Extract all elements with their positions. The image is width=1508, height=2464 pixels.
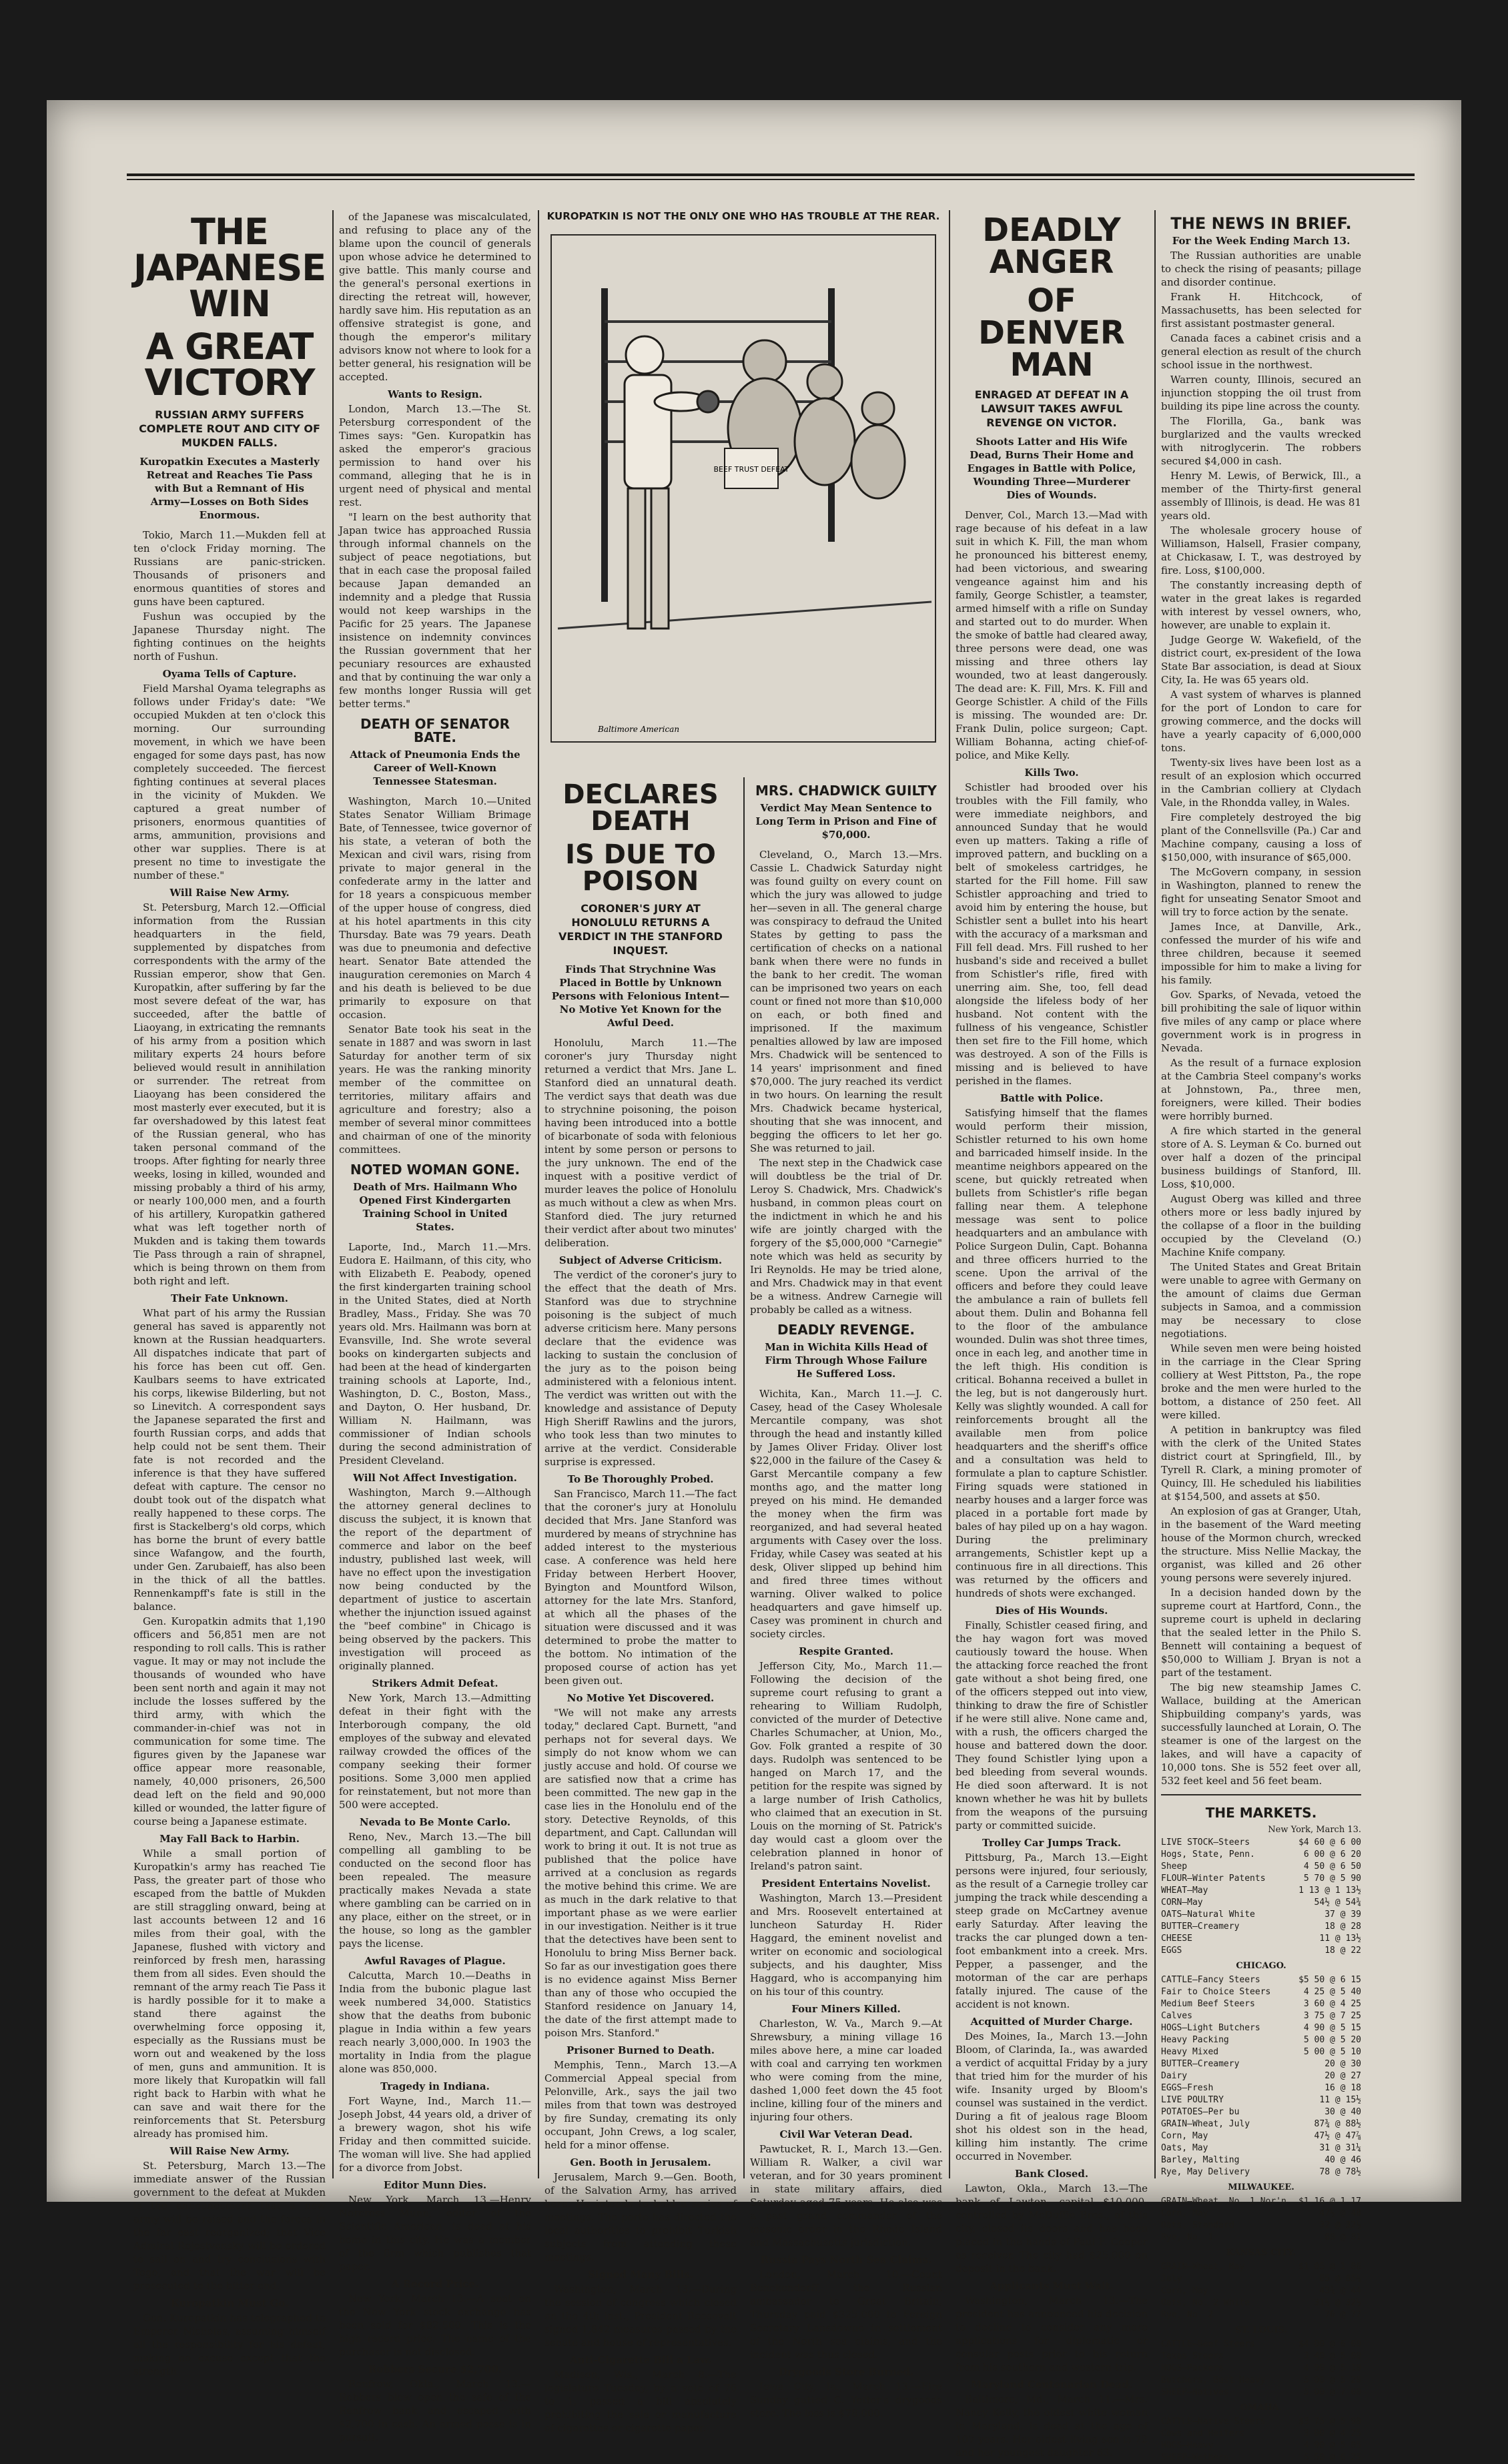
article-paragraph: New York, March 13.—Henry Norcross Munn, editor of the Scientific American, is dead at his home in this city. He was a member of the firm which publishes that paper.	[339, 2194, 531, 2273]
market-row	[1161, 2010, 1361, 2022]
brief-item: Fire completely destroyed the big plant of the Connellsville (Pa.) Car and Machine company, causing a loss of $150,000, with insurance of $65,000.	[1161, 811, 1361, 863]
market-commodity: Calves	[1161, 2011, 1192, 2021]
market-row	[1161, 2285, 1361, 2297]
subhead: Kuropatkin Must Go.	[170, 2297, 289, 2309]
subhead: President Entertains Novelist.	[761, 1878, 931, 1890]
subhead: Gen. Booth in Jerusalem.	[570, 2156, 711, 2168]
subhead: Respite Granted.	[799, 1645, 893, 1657]
market-row	[1161, 2273, 1361, 2285]
market-price: 87¾ @ 88½	[1314, 2119, 1361, 2129]
subhead: Robbers Secure $2,700.	[368, 2363, 502, 2375]
market-price: 54½ @ 54¾	[1314, 1898, 1361, 1908]
subhead: Battle with Police.	[1000, 1092, 1104, 1104]
headline-denver-man: OF DENVER MAN	[978, 282, 1125, 384]
market-price: $4 00 @ 6 00	[1298, 2339, 1361, 2349]
subhead: To Be Thoroughly Probed.	[567, 1473, 714, 1485]
market-commodity: Rye, No. 1	[1161, 2232, 1214, 2242]
subhead: Acquitted of Murder Charge.	[970, 2016, 1133, 2028]
subhead: Prisoner Burned to Death.	[566, 2044, 715, 2056]
market-price: 40 @ 46	[1325, 2155, 1361, 2165]
market-price: 20 @ 30	[1325, 2059, 1361, 2069]
market-commodity: SHEEP—Natives	[1161, 2387, 1229, 2397]
market-price: 4 90 @ 5 15	[1303, 2023, 1361, 2033]
market-commodity: HOGS—Light Butchers	[1161, 2023, 1260, 2033]
market-row	[1161, 2046, 1361, 2058]
article-paragraph: What part of his army the Russian general has saved is apparently not known at the Russian headquarters. All dispatches indicate that part of his force has been cut off. Gen. Kaulbars seems to have extricated his corps, likewise Bilderling, but not so Linevitch. A correspondent says the Japanese separated the first and fourth Russian corps, and adds that help could not be sent them. Their fate is not recorded and the inference is that they have suffered defeat with capture. The censor no doubt took out of the dispatch what really happened to these corps. The first is Stackelberg's old corps, which has borne the brunt of every battle since Wafangow, and the fourth, under Gen. Zarubaieff, has also been in the thick of all the battles. Rennenkampff's fate is still in the balance.	[133, 1307, 326, 1613]
market-city: MILWAUKEE.	[1228, 2182, 1294, 2192]
market-row	[1161, 2058, 1361, 2070]
article-paragraph: Honolulu, March 11.—The coroner's jury Thursday night returned a verdict that Mrs. Jane L. Stanford died an unnatural death. The verdict says that death was due to strychnine poisoning, the poison having been introduced into a bottle of bicarbonate of soda with felonious intent by some person or persons to the jury unknown. The end of the inquest with a positive verdict of murder leaves the police of Honolulu as much without a clew as when Mrs. Stanford died. The jury returned their verdict after about two minutes' deliberation.	[544, 1037, 737, 1249]
cartoon-illustration	[544, 228, 942, 749]
market-commodity: Oats, Standard	[1161, 2220, 1234, 2230]
article-paragraph: London, March 10.—Count Benckendorff, the Russian ambassador to Great Britain, Thursday paid $325,000 to Foreign Secretary Lansdowne in settlement of the North sea claims, and the incident was thus closed.	[750, 2269, 942, 2361]
market-row	[1161, 1885, 1361, 1897]
article-paragraph: Satisfying himself that the flames would perform their mission, Schistler returned to his own home and barricaded himself inside. In the meantime neighbors appeared on the scene, but quickly retreated when bullets from Schistler's rifle began falling near them. A telephone message was sent to police headquarters and an ambulance with Police Surgeon Dulin, Capt. Bohanna and three officers hurried to the scene. Upon the arrival of the officers and before they could leave the ambulance a rain of bullets fell about them. Dulin and Bohanna fell to the floor of the ambulance wounded. Dulin was shot three times, once in each leg, and another time in the left thigh. His condition is critical. Bohanna received a bullet in the leg, but is not dangerously hurt. Kelly was slightly wounded. A call for reinforcements brought all the available men from police headquarters and the sheriff's office and a consultation was held to formulate a plan to capture Schistler. Firing squads were stationed in nearby houses and a larger force was placed in a portable fort made by bales of hay piled up on a hay wagon. During the preliminary arrangements, Schistler kept up a continuous fire in all directions. This was returned by the officers and hundreds of shots were exchanged.	[956, 1107, 1148, 1599]
article-paragraph: Wichita, Kan., March 11.—J. C. Casey, head of the Casey Wholesale Mercantile company, was shot through the head and instantly killed by James Oliver Friday. Oliver lost $22,000 in the failure of the Casey & Garst Mercantile company a few months ago, and the matter long preyed on his mind. He demanded the money when the firm was reorganized, and had several heated arguments with Casey over the loss. Friday, while Casey was seated at his desk, Oliver slipped up behind him and fired three times without warning. Oliver walked to police headquarters and gave himself up. Casey was prominent in church and society circles.	[750, 1388, 942, 1640]
brief-item: Warren county, Illinois, secured an injunction stopping the oil trust from building its pipe line across the county.	[1161, 374, 1361, 412]
market-price: 30 @ 40	[1325, 2107, 1361, 2117]
brief-item: An explosion of gas at Granger, Utah, in the basement of the Ward meeting house of the Mormon church, wrecked the structure. Miss Nellie Mackay, the organist, was killed and 26 other young persons were severely injured.	[1161, 1505, 1361, 1584]
article-paragraph: San Francisco, March 11.—The fact that the coroner's jury at Honolulu decided that Mrs. Jane Stanford was murdered by means of strychnine has added interest to the mysterious case. A conference was held here Friday between Herbert Hoover, Byington and Mountford Wilson, attorney for the late Mrs. Stanford, at which all the phases of the situation were discussed and it was determined to probe the matter to the bottom. No intimation of the proposed course of action has yet been given out.	[544, 1488, 737, 1687]
market-city: KANSAS CITY.	[1226, 2248, 1296, 2258]
headline-news-in-brief: THE NEWS IN BRIEF.	[1170, 214, 1352, 233]
market-price: 43¾ @ 44	[1319, 2286, 1361, 2296]
cartoon-caption: Baltimore American	[598, 725, 680, 734]
market-commodity: Heavy Mixed	[1161, 2047, 1219, 2057]
market-city: ST. LOUIS.	[1235, 2325, 1287, 2335]
subhead: A Record Price.	[391, 2278, 479, 2290]
article-paragraph: Field Marshal Oyama telegraphs as follows under Friday's date: "We occupied Mukden at ten o'clock this morning. Our surrounding movement, in which we have been engaged for some days past, has now completely succeeded. The fiercest fighting continues at several places in the vicinity of Mukden. We captured a great number of prisoners, enormous quantities of arms, ammunition, provisions and other war supplies. There is at present no time to investigate the number of these."	[133, 683, 326, 881]
market-commodity: CORN—May	[1161, 1898, 1203, 1908]
article-paragraph: Washington, March 10.—United States Senator William Brimage Bate, of Tennessee, twice governor of his state, a veteran of both the Mexican and civil wars, rising from private to major general in the confederate army in the latter and for 18 years a conspicuous member of the upper house of congress, died at his hotel apartments in this city Thursday. Bate was 79 years. Death was due to pneumonia and defective heart. Senator Bate attended the inauguration ceremonies on March 4 and his death is believed to be due primarily to exposure on that occasion.	[339, 795, 531, 1021]
market-row	[1161, 2166, 1361, 2178]
market-price: 5 00 @ 7 00	[1303, 2387, 1361, 2397]
brief-item: Henry M. Lewis, of Berwick, Ill., a member of the Thirty-first general assembly of Illinois, is dead. He was 81 years old.	[1161, 470, 1361, 522]
market-commodity: Heavy Packing	[1161, 2035, 1229, 2045]
brief-item: The Florilla, Ga., bank was burglarized and the vaults wrecked with nitroglycerin. The robbers secured $4,000 in cash.	[1161, 415, 1361, 467]
article-paragraph: Finally, Schistler ceased firing, and the hay wagon fort was moved cautiously toward the house. When the attacking force reached the front gate without a shot being fired, one of the officers stepped out into view, thinking to draw the fire of Schistler if he were still alive. None came and, with a rush, the officers charged the house and battered down the door. They found Schistler lying upon a bed bleeding from several wounds. He died soon afterward. It is not known whether he was hit by bullets from the weapons of the pursuing party or committed suicide.	[956, 1619, 1148, 1831]
article-paragraph: Pawtucket, R. I., March 13.—Gen. William R. Walker, a civil war veteran, and for 30 years prominent in state military affairs, died Saturday aged 75 years. He also was a past grand commander of the masonic order in the Rhode Island and Massachusetts jurisdiction.	[750, 2143, 942, 2248]
market-price: 4 90 @ 5 05	[1303, 2441, 1361, 2451]
deck-chadwick: Verdict May Mean Sentence to Long Term in Prison and Fine of $70,000.	[755, 802, 937, 841]
article-paragraph: Gen. Kuropatkin has telegraphed to Emperor Nicholas, assuming himself all the responsibility for his defeat, making no excuse except that the strength	[133, 2312, 326, 2377]
subhead: May Fall Back to Harbin.	[159, 1833, 300, 1845]
column-divider	[743, 777, 745, 2178]
article-paragraph: Washington, March 9.—Although the attorney general declines to discuss the subject, it is known that the report of the department of commerce and labor on the beef industry, published last week, will have no effect upon the investigation now being conducted by the department of justice to ascertain whether the injunction issued against the "beef combine" in Chicago is being observed by the packers. This investigation will proceed as originally planned.	[339, 1487, 531, 1672]
market-row	[1161, 2375, 1361, 2387]
market-commodity: Texas Steers	[1161, 2351, 1224, 2361]
article-paragraph: While a small portion of Kuropatkin's army has reached Tie Pass, the greater part of those who escaped from the battle of Mukden are still straggling onward, being at last accounts between 12 and 16 miles from their goal, with the Japanese, flushed with victory and reinforced by fresh men, harassing them from all sides. Even should the remnant of the army reach Tie Pass it is hardly possible for it to make a stand there against the overwhelming force opposing it, especially as the Russians must be worn out and weakened by the loss of men, guns and ammunition. It is more likely that Kuropatkin will fall right back to Harbin with what he can save and wait there for the reinforcements that St. Petersburg already has promised him.	[133, 1847, 326, 2140]
market-commodity: SHEEP—Wethers	[1161, 2453, 1229, 2463]
market-price: 3 40 @ 5 00	[1303, 2351, 1361, 2361]
subhead: Signed Many Bills.	[588, 2269, 693, 2281]
market-commodity: EGGS	[1161, 1946, 1182, 1956]
market-row	[1161, 1921, 1361, 1933]
brief-item: Frank H. Hitchcock, of Massachusetts, has been selected for first assistant postmaster general.	[1161, 291, 1361, 330]
top-rule-thin	[127, 179, 1415, 180]
subhead: Applicants Must Wait.	[990, 2280, 1114, 2292]
market-row	[1161, 2440, 1361, 2452]
market-commodity: Sheep	[1161, 1862, 1188, 1872]
market-row	[1161, 2196, 1361, 2208]
market-commodity: July	[1161, 2274, 1182, 2284]
market-price: 4 50 @ 6 50	[1303, 1862, 1361, 1872]
deck-noted-woman: Death of Mrs. Hailmann Who Opened First Kindergarten Training School in United States.	[352, 1181, 518, 1233]
market-row	[1161, 2452, 1361, 2464]
market-price: 6 00 @ 6 20	[1303, 1850, 1361, 1860]
market-commodity: HOGS—Packers	[1161, 2363, 1224, 2373]
subdeck-strychnine: Finds That Strychnine Was Placed in Bottle by Unknown Persons with Felonious Intent—No Motive Yet Known for the Awful Deed.	[551, 963, 730, 1029]
market-row	[1161, 2416, 1361, 2428]
deck-senator-bate: Attack of Pneumonia Ends the Career of Well-Known Tennessee Statesman.	[350, 749, 520, 787]
newspaper-page	[47, 100, 1461, 2463]
market-commodity: FLOUR—Winter Patents	[1161, 1874, 1266, 1884]
subdeck-shoots: Shoots Latter and His Wife Dead, Burns Their Home and Engages in Battle with Police, Wounding Three—Murderer Dies of Wounds.	[967, 436, 1136, 501]
headline-senator-bate: DEATH OF SENATOR BATE.	[360, 716, 510, 745]
headline-markets: THE MARKETS.	[1205, 1805, 1317, 1821]
subhead: Oyama Tells of Capture.	[162, 668, 297, 680]
market-price: 11 @ 15½	[1319, 2095, 1361, 2105]
article-paragraph: The next step in the Chadwick case will doubtless be the trial of Dr. Leroy S. Chadwick, Mrs. Chadwick's husband, in common pleas court on the indictment in which he and his wife are jointly charged with the forgery of the $5,000,000 "Carnegie" note which was held as security by Iri Reynolds. He may be tried alone, and Mrs. Chadwick may in that event be a witness. Andrew Carnegie will probably be called as a witness.	[750, 1157, 942, 1316]
market-price: 3 75 @ 7 25	[1303, 2011, 1361, 2021]
column-6	[1161, 210, 1361, 2463]
market-row	[1161, 2297, 1361, 2309]
market-row	[1161, 1974, 1361, 1986]
market-price: 31½ @ 32½	[1314, 2298, 1361, 2308]
market-commodity: Rye, No. 2	[1161, 2310, 1214, 2320]
article-paragraph: Pittsburg, Pa., March 13.—Eight persons were injured, four seriously, as the result of a Carnegie trolley car jumping the track while descending a steep grade on McCartney avenue early Saturday. After leaving the tracks the car plunged down a ten-foot embankment into a creek. Mrs. Pepper, a passenger, and the motorman of the car are perhaps fatally injured. The cause of the accident is not known.	[956, 1852, 1148, 2010]
brief-item: The Russian authorities are unable to check the rising of peasants; pillage and disorder continue.	[1161, 250, 1361, 288]
article-paragraph: Des Moines, Ia., March 13.—John Bloom, of Clarinda, Ia., was awarded a verdict of acquittal Friday by a jury that tried him for the murder of his wife. Insanity urged by Bloom's counsel was sustained in the verdict. During a fit of jealous rage Bloom shot his oldest son in the head, killing him instantly. The crime occurred in November.	[956, 2030, 1148, 2162]
article-paragraph: Senator Bate took his seat in the senate in 1887 and was sworn in last Saturday for another term of six years. He was the ranking minority member of the committee on territories, military affairs and agriculture and forestry; also a member of several minor committees and chairman of one of the minority committees.	[339, 1023, 531, 1156]
column-4	[750, 777, 942, 2419]
headline-chadwick: MRS. CHADWICK GUILTY	[755, 783, 937, 799]
subhead: Nevada to Be Monte Carlo.	[359, 1816, 511, 1828]
market-price: $1 16 @ 1 17	[1298, 2196, 1361, 2206]
subhead: Their Fate Unknown.	[170, 1292, 288, 1304]
market-commodity: POTATOES—Per bu	[1161, 2107, 1240, 2117]
market-price: 76 @ 77	[1325, 2310, 1361, 2320]
market-price: 11 @ 13½	[1319, 1934, 1361, 1944]
article-paragraph: St. Petersburg, March 12.—Official information from the Russian headquarters in the field, supplemented by dispatches from correspondents with the army of the Russian emperor, show that Gen. Kuropatkin, after suffering by far the most severe defeat of the war, has succeeded, after the battle of Liaoyang, in extricating the remnants of his army from a position which military experts 24 hours before believed would result in annihilation or surrender. The retreat from Liaoyang has been considered the most masterly ever executed, but it is far overshadowed by this latest feat of the Russian general, who has taken personal command of the troops. After fighting for nearly three weeks, losing in killed, wounded and missing probably a third of his army, or nearly 100,000 men, and a fourth of his artillery, Kuropatkin gathered what was left together north of Mukden and is taking them towards Tie Pass through a rain of shrapnel, which is being thrown on them from both right and left.	[133, 901, 326, 1287]
article-paragraph: of the Japanese was miscalculated, and refusing to place any of the blame upon the council of generals upon whose advice he determined to give battle. This manly course and the general's personal exertions in directing the retreat will, however, hardly save him. His reputation as an offensive strategist is gone, and though the emperor's military advisors know not where to look for a better general, his resignation will be accepted.	[339, 211, 531, 383]
market-row	[1161, 2070, 1361, 2082]
market-row	[1161, 2208, 1361, 2220]
market-commodity: LIVE POULTRY	[1161, 2095, 1224, 2105]
market-commodity: EGGS—Fresh	[1161, 2083, 1214, 2093]
cartoon-title: KUROPATKIN IS NOT THE ONLY ONE WHO HAS TROUBLE AT THE REAR.	[546, 210, 940, 222]
market-price: 47½ @ 47⅞	[1314, 2131, 1361, 2141]
market-price: $4 60 @ 6 00	[1298, 1837, 1361, 1847]
brief-item: As the result of a furnace explosion at the Cambria Steel company's works at Johnstown, Pa., three men, foreigners, were killed. Their bodies were horribly burned.	[1161, 1057, 1361, 1122]
subhead: Will Raise New Army.	[169, 887, 290, 899]
market-commodity: GRAIN—Wheat, No. 1 Nor'n	[1161, 2196, 1286, 2206]
market-price: $5 50 @ 6 15	[1298, 1975, 1361, 1985]
market-price: 80 @ 81	[1325, 2232, 1361, 2242]
market-price: 20 @ 27	[1325, 2071, 1361, 2081]
market-row	[1161, 2142, 1361, 2154]
market-row	[1161, 2309, 1361, 2321]
market-price: 5 00 @ 5 20	[1303, 2375, 1361, 2385]
market-row	[1161, 1945, 1361, 1957]
market-price: 47½ @ 48	[1319, 2208, 1361, 2218]
article-paragraph: "We will not make any arrests today," declared Capt. Burnett, "and perhaps not for several days. We simply do not know whom we can justly accuse and hold. Of course we are satisfied now that a crime has been committed. The new gap in the case lies in the Honolulu end of the story. Detective Reynolds, of this department, and Capt. Callundan will work to bring it out. It is not true as published that the police have arrived at a conclusion as regards the motive behind this crime. We are as much in the dark relative to that important phase as we were earlier in our investigation. Neither is it true that the detectives have been sent to Honolulu to bring Miss Berner back. So far as our investigation goes there is no evidence against Miss Berner than any of those who occupied the Stanford residence on January 14, the date of the first attempt made to poison Mrs. Stanford."	[544, 1707, 737, 2039]
subhead: Will Not Affect Investigation.	[353, 1472, 517, 1484]
subhead: Subject of Adverse Criticism.	[558, 1254, 723, 1266]
article-paragraph: Laporte, Ind., March 11.—Mrs. Eudora E. Hailmann, of this city, who with Elizabeth E. Peabody, opened the first kindergarten training school in the United States, died at North Bradley, Mass., Friday. She was 70 years old. Mrs. Hailmann was born at Evansville, Ind. She wrote several books on kindergarten subjects and had been at the head of kindergarten training schools at Laporte, Ind., Washington, D. C., Boston, Mass., and Dayton, O. Her husband, Dr. William N. Hailmann, was commissioner of Indian schools during the second administration of President Cleveland.	[339, 1241, 531, 1467]
article-paragraph: Lawton, Okla., March 13.—The bank of Lawton, capital $10,000, controlled by McDuffie Bros., of this city, closed its doors and has been placed in the hands of Paul F. Cooper as receiver. The city had $25,000 on deposit in the bank.	[956, 2182, 1148, 2275]
headline-great-victory: A GREAT VICTORY	[144, 326, 315, 404]
subhead: Kills Two.	[1024, 767, 1079, 779]
subhead: Russia Pays North Sea Claims.	[760, 2254, 932, 2266]
subhead: Drygoods Store Burned.	[778, 2366, 914, 2378]
deck-deadly-revenge: Man in Wichita Kills Head of Firm Through Whose Failure He Suffered Loss.	[765, 1341, 927, 1380]
article-paragraph: Calcutta, March 10.—Deaths in India from the bubonic plague last week numbered 34,000. Statistics show that the deaths from bubonic plague in India within a few years reach nearly 3,000,000. In 1903 the mortality in India from the plague alone was 850,000.	[339, 1970, 531, 2075]
brief-item: James Ince, at Danville, Ark., confessed the murder of his wife and three children, because it seemed impossible for him to make a living for his family.	[1161, 921, 1361, 986]
market-commodity: Oats, May	[1161, 2143, 1208, 2153]
article-paragraph: Fushun was occupied by the Japanese Thursday night. The fighting continues on the heights north of Fushun.	[133, 610, 326, 663]
markets-block	[1161, 1794, 1361, 2464]
article-paragraph: Reno, Nev., March 13.—The bill compelling all gambling to be conducted on the second floor has been repealed. The measure practically makes Nevada a state where gambling can be carried on in any place, either on the street, or in the house, so long as the gambler pays the license.	[339, 1831, 531, 1950]
market-commodity: GRAIN—Wheat, July	[1161, 2119, 1250, 2129]
market-row	[1161, 1998, 1361, 2010]
market-price: 5 00 @ 5 10	[1303, 2047, 1361, 2057]
article-paragraph: Fort Wayne, Ind., March 11.—Joseph Jobst, 44 years old, a driver of a brewery wagon, shot his wife Friday and then committed suicide. The woman will live. She had applied for a divorce from Jobst.	[339, 2095, 531, 2174]
market-row	[1161, 2118, 1361, 2130]
market-price: 18 @ 22	[1325, 1946, 1361, 1956]
brief-item: The big new steamship James C. Wallace, building at the American Shipbuilding company's yards, was successfully launched at Lorain, O. The steamer is one of the largest on the lakes, and will have a capacity of 10,000 tons. She is 552 feet over all, 532 feet keel and 56 feet beam.	[1161, 1681, 1361, 1787]
brief-item: The United States and Great Britain were unable to agree with Germany on the amount of claims due German subjects in Samoa, and a commission may be necessary to close negotiations.	[1161, 1261, 1361, 1340]
market-commodity: Rye, May Delivery	[1161, 2167, 1250, 2177]
column-divider	[538, 210, 539, 2178]
market-row	[1161, 2428, 1361, 2440]
market-price: $1 05 @ 1 06	[1298, 2262, 1361, 2272]
market-commodity: GRAIN—Wheat, May	[1161, 2262, 1245, 2272]
market-row	[1161, 1861, 1361, 1873]
subhead: Dies of His Wounds.	[995, 1605, 1108, 1617]
markets-list	[1161, 1837, 1361, 2464]
cartoon-block	[544, 210, 942, 771]
brief-item: A fire which started in the general store of A. S. Leyman & Co. burned out over half a dozen of the principal business buildings of Stanford, Ill. Loss, $10,000.	[1161, 1125, 1361, 1190]
market-price: 4 25 @ 5 40	[1303, 1987, 1361, 1997]
market-price: 78 @ 78½	[1319, 2167, 1361, 2177]
market-commodity: CHEESE	[1161, 1934, 1192, 1944]
market-commodity: CATTLE—Beef Steers	[1161, 2339, 1255, 2349]
market-city: CHICAGO.	[1236, 1961, 1286, 1971]
market-commodity: Oats, No. 2 White	[1161, 2298, 1250, 2308]
subhead: Awful Ravages of Plague.	[364, 1955, 506, 1967]
brief-item: The wholesale grocery house of Williamson, Halsell, Frasier company, at Chickasaw, I. T., was destroyed by fire. Loss, $100,000.	[1161, 524, 1361, 576]
subhead: Will Raise New Army.	[169, 2145, 290, 2157]
brief-item: In a decision handed down by the supreme court at Hartford, Conn., the supreme court is upheld in declaring that the sealed letter in the Philo S. Bennett will containing a bequest of $50,000 to William J. Bryan is not a part of the testament.	[1161, 1587, 1361, 1679]
market-row	[1161, 1837, 1361, 1849]
market-row	[1161, 1909, 1361, 1921]
market-price: 85 @ 85¼	[1319, 2274, 1361, 2284]
article-paragraph: Baltimore, Md., March 11.—Mrs. Nancy Kelly, the oldest white woman in Maryland, is dead at the age of 107 years. Her oldest living son is 72 and her youngest daughter 63.	[956, 2393, 1148, 2459]
market-commodity: Corn, May	[1161, 2286, 1208, 2296]
deck-russian-army: RUSSIAN ARMY SUFFERS COMPLETE ROUT AND CITY OF MUKDEN FALLS.	[139, 408, 320, 449]
market-row	[1161, 2387, 1361, 2399]
market-row	[1161, 2220, 1361, 2232]
market-commodity: Butchers, Best Heavy	[1161, 2375, 1266, 2385]
headline-declares-death: DECLARES DEATH	[562, 779, 719, 837]
markets-dateline: New York, March 13.	[1268, 1825, 1361, 1835]
headline-poison: IS DUE TO POISON	[565, 839, 716, 897]
market-row	[1161, 2339, 1361, 2351]
article-paragraph: Jefferson City, Mo., March 11.—Following the decision of the supreme court refusing to grant a rehearing to William Rudolph, convicted of the murder of Detective Charles Schumacher, at Union, Mo., Gov. Folk granted a respite of 30 days. Rudolph was sentenced to be hanged on March 17, and the petition for the respite was signed by a large number of Irish Catholics, who claimed that an execution in St. Louis on the morning of St. Patrick's day would cast a gloom over the celebration planned in honor of Ireland's patron saint.	[750, 1660, 942, 1872]
market-price: 1 13 @ 1 13½	[1298, 1886, 1361, 1896]
market-row	[1161, 2232, 1361, 2244]
article-paragraph: New York, March 13.—A seat on the New York stock exchange has been sold for $82,500. This is the high record price. The name of the purchaser is not disclosed.	[339, 2293, 531, 2358]
subhead: Strikers Admit Defeat.	[372, 1677, 498, 1689]
cartoon-sign: BEEF TRUST DEFEAT	[713, 465, 789, 474]
headline-noted-woman: NOTED WOMAN GONE.	[350, 1162, 520, 1178]
article-paragraph: New York, March 13.—Admitting defeat in their fight with the Interborough company, the old employes of the subway and elevated railway crowded the offices of the company seeking their former positions. Some 3,000 men applied for reinstatement, but not more than 500 were accepted.	[339, 1692, 531, 1811]
brief-item: While seven men were being hoisted in the carriage in the Clear Spring colliery at West Pittston, Pa., the rope broke and the men were hurled to the bottom, a distance of 250 feet. All were killed.	[1161, 1342, 1361, 1421]
brief-item: Twenty-six lives have been lost as a result of an explosion which occurred in the Cambrian colliery at Clydach Vale, in the Rhondda valley, in Wales.	[1161, 757, 1361, 809]
market-commodity: BUTTER—Creamery	[1161, 2059, 1240, 2069]
market-row	[1161, 1933, 1361, 1945]
subdeck-kuropatkin: Kuropatkin Executes a Masterly Retreat and Reaches Tie Pass with But a Remnant of His Army—Losses on Both Sides Enormous.	[139, 456, 320, 521]
market-row	[1161, 2022, 1361, 2034]
brief-item: The McGovern company, in session in Washington, planned to renew the fight for unseating Senator Smoot and will try to force action by the senate.	[1161, 866, 1361, 918]
market-commodity: Dairy	[1161, 2071, 1188, 2081]
subhead: Editor Munn Dies.	[383, 2179, 487, 2191]
market-row	[1161, 2082, 1361, 2094]
market-commodity: WHEAT—May	[1161, 1886, 1208, 1896]
market-row	[1161, 2363, 1361, 2375]
deck-lawsuit: ENRAGED AT DEFEAT IN A LAWSUIT TAKES AWFUL REVENGE ON VICTOR.	[974, 388, 1129, 429]
article-paragraph: Renfrow, Okla., March 13.—Robbers blew open the safe of the Renfrow bank and escaped with $2,700 in cash. An armed posse is in pursuit.	[339, 2378, 531, 2443]
top-rule	[127, 173, 1415, 176]
article-paragraph: Cleveland, O., March 13.—Mrs. Cassie L. Chadwick Saturday night was found guilty on every count on which the jury was allowed to judge her—seven in all. The general charge was conspiracy to defraud the United States by getting to pass the certification of checks on a national bank when there were no funds in the bank to her credit. The woman can be imprisoned two years on each count or fined not more than $10,000 on each, or both fined and imprisoned. If the maximum penalties allowed by law are imposed Mrs. Chadwick will be sentenced to 14 years' imprisonment and fined $70,000. The jury reached its verdict in two hours. On learning the result Mrs. Chadwick became hysterical, shouting that she was innocent, and begging the officers to let her go. She was returned to jail.	[750, 849, 942, 1154]
market-commodity: Corn, May	[1161, 2208, 1208, 2218]
market-row	[1161, 2130, 1361, 2142]
brief-item: August Oberg was killed and three others more or less badly injured by the collapse of a floor in the building occupied by the Cleveland (O.) Machine Knife company.	[1161, 1193, 1361, 1258]
subhead: Civil War Veteran Dead.	[779, 2128, 913, 2140]
brief-item: The constantly increasing depth of water in the great lakes is regarded with interest by vessel owners, who, however, are unable to explain it.	[1161, 579, 1361, 631]
article-paragraph: Washington, March 13.—The president has announced his decision to decline to consider any more applications for diplomatic or consular posts prior to his return from his southern and western trip.	[956, 2295, 1148, 2373]
market-commodity: CATTLE—Native Steers	[1161, 2417, 1266, 2427]
market-commodity: CATTLE—Fancy Steers	[1161, 1975, 1260, 1985]
market-price: 3 00 @ 4 25	[1303, 2429, 1361, 2439]
column-divider	[949, 210, 950, 2178]
market-commodity: Hogs, State, Penn.	[1161, 1850, 1255, 1860]
subhead: Trolley Car Jumps Track.	[982, 1837, 1122, 1849]
market-commodity: Cows and Heifers	[1161, 2429, 1245, 2439]
article-paragraph: Charleston, W. Va., March 9.—At Shrewsbury, a mining village 16 miles above here, a mine car loaded with coal and carrying ten workmen who were coming from the mine, dashed 1,000 feet down the 45 foot incline, killing four of the miners and injuring four others.	[750, 2018, 942, 2123]
market-row	[1161, 2106, 1361, 2118]
market-price: 16 @ 18	[1325, 2083, 1361, 2093]
brief-item: Gov. Sparks, of Nevada, vetoed the bill prohibiting the sale of liquor within five miles of any camp or place where government work is in progress in Nevada.	[1161, 989, 1361, 1054]
subhead: Maryland Centenarian Dead.	[971, 2379, 1132, 2391]
market-row	[1161, 2034, 1361, 2046]
market-price: 32 @ 32½	[1319, 2220, 1361, 2230]
article-paragraph: Washington, March 13.—President and Mrs. Roosevelt entertained at luncheon Saturday H. Rider Haggard, the eminent novelist and writer on economic and sociological subjects, and his daughter, Miss Haggard, who is accompanying him on his tour of this country.	[750, 1892, 942, 1998]
market-row	[1161, 1897, 1361, 1909]
subhead: Wants to Resign.	[388, 388, 482, 400]
market-row	[1161, 1849, 1361, 1861]
subhead: Tragedy in Indiana.	[380, 2080, 490, 2092]
market-price: 3 60 @ 4 25	[1303, 1999, 1361, 2009]
column-1	[133, 210, 326, 2377]
market-price: $3 75 @ 5 90	[1298, 2417, 1361, 2427]
market-row	[1161, 1873, 1361, 1885]
article-paragraph: Iowa City, Ia., March 13.—Fire Sunday gutted C. Yetter's drygoods store. The loss is $78,000.	[750, 2381, 942, 2419]
brief-item: Judge George W. Wakefield, of the district court, ex-president of the Iowa State Bar association, is dead at Sioux City, Ia. He was 65 years old.	[1161, 634, 1361, 686]
deck-coroner: CORONER'S JURY AT HONOLULU RETURNS A VERDICT IN THE STANFORD INQUEST.	[558, 902, 723, 957]
headline-japanese-win: THE JAPANESE WIN	[133, 211, 326, 325]
brief-item: Canada faces a cabinet crisis and a general election as result of the church school issue in the northwest.	[1161, 332, 1361, 371]
subhead: Four Miners Killed.	[791, 2003, 901, 2015]
article-paragraph: St. Petersburg, March 13.—The immediate answer of the Russian government to the defeat at Mukden is the announcement that a new army will be raised and the forces in the far east reorganized; that Vice Admiral Rojestvensky will be ordered to sail on and try conclusions with Togo, and that the war will be prosecuted to the bitter end.	[133, 2160, 326, 2292]
market-commodity: HOGS—Heavy	[1161, 2441, 1214, 2451]
article-paragraph: Tokio, March 11.—Mukden fell at ten o'clock Friday morning. The Russians are panic-stricken. Thousands of prisoners and enormous quantities of stores and guns have been captured.	[133, 529, 326, 608]
column-3	[544, 777, 737, 2434]
column-divider	[1154, 210, 1156, 2178]
market-commodity: Fair to Choice Steers	[1161, 1987, 1271, 1997]
brief-item: A petition in bankruptcy was filed with the clerk of the United States district court at Springfield, Ill., by Tyrell R. Clark, a mining promoter of Quincy, Ill. He scheduled his liabilities at $154,500, and assets at $50.	[1161, 1424, 1361, 1503]
market-price: 31 @ 31¼	[1319, 2143, 1361, 2153]
brief-item: A vast system of wharves is planned for the port of London to care for growing commerce, and the docks will have a yearly capacity of 6,000,000 tons.	[1161, 689, 1361, 754]
column-5	[956, 210, 1148, 2459]
subhead: No Motive Yet Discovered.	[567, 1692, 715, 1704]
market-price: 5 70 @ 5 90	[1303, 1874, 1361, 1884]
headline-deadly-anger: DEADLY ANGER	[982, 212, 1121, 281]
article-paragraph: Washington, March 13.—During the session of congress which closed on the 4th inst., President Roosevelt signed 1,842 measures passed by the senate and house of representatives.	[544, 2283, 737, 2349]
market-price: 5 00 @ 5 20	[1303, 2035, 1361, 2045]
market-price: 4 90 @ 5 10	[1303, 2363, 1361, 2373]
subhead: Bank Closed.	[1014, 2168, 1089, 2180]
market-row	[1161, 2261, 1361, 2273]
market-price: 5 50 @ 6 25	[1303, 2453, 1361, 2463]
market-commodity: Corn, May	[1161, 2131, 1208, 2141]
article-paragraph: London, March 13.—The St. Petersburg correspondent of the Times says: "Gen. Kuropatkin has asked the emperor's gracious permission to hand over his command, alleging that he is in urgent need of physical and mental rest.	[339, 403, 531, 508]
market-commodity: Medium Beef Steers	[1161, 1999, 1255, 2009]
article-paragraph: Madison, Wis., March 8.—The legislature Tuesday, by a vote of 76 to 1, passed a bill absolutely prohibiting the sale or manufacture of cigarettes or cigarette paper.	[544, 2369, 737, 2434]
column-divider	[332, 210, 334, 2178]
market-price: 37 @ 39	[1325, 1910, 1361, 1920]
article-paragraph: Denver, Col., March 13.—Mad with rage because of his defeat in a law suit in which K. Fill, the man whom he pronounced his bitterest enemy, had been victorious, and swearing vengeance against him and his family, George Schistler, a teamster, armed himself with a rifle on Sunday and started out to do murder. When the smoke of battle had cleared away, three persons were dead, one was missing and three others lay wounded, two at least dangerously. The dead are: K. Fill, Mrs. K. Fill and George Schistler. A child of the Fills is missing. The wounded are: Dr. Frank Dulin, police surgeon; Capt. William Bohanna, acting chief-of-police, and Mike Kelly.	[956, 509, 1148, 761]
article-paragraph: "I learn on the best authority that Japan twice has approached Russia through informal channels on the subject of peace negotiations, but that in each case the proposal failed because Japan demanded an indemnity and a pledge that Russia would not keep warships in the Pacific for 25 years. The Japanese insistence on indemnity convinces the Russian government that her pecuniary resources are exhausted and that by continuing the war only a few months longer Russia will get better terms."	[339, 511, 531, 710]
market-commodity: LIVE STOCK—Steers	[1161, 1837, 1250, 1847]
market-commodity: BUTTER—Creamery	[1161, 1922, 1240, 1932]
article-paragraph: The verdict of the coroner's jury to the effect that the death of Mrs. Stanford was due to strychnine poisoning is the subject of much adverse criticism here. Many persons declare that the evidence was lacking to sustain the conclusion of the jury as to the poison being administered with a felonious intent. The verdict was written out with the knowledge and assistance of Deputy High Sheriff Rawlins and the jurors, who took less than two minutes to arrive at the verdict. Considerable surprise is expressed.	[544, 1269, 737, 1468]
subhead: Anti-Cigarette Bill a Law.	[569, 2354, 712, 2366]
column-2	[339, 210, 531, 2443]
subhead-week-ending: For the Week Ending March 13.	[1172, 235, 1351, 247]
market-price: 18 @ 28	[1325, 1922, 1361, 1932]
market-row	[1161, 1986, 1361, 1998]
headline-deadly-revenge: DEADLY REVENGE.	[777, 1322, 915, 1338]
market-commodity: Barley, Malting	[1161, 2155, 1240, 2165]
market-row	[1161, 2154, 1361, 2166]
market-row	[1161, 2351, 1361, 2363]
article-paragraph: Memphis, Tenn., March 13.—A Commercial Appeal special from Pelonville, Ark., says the jail two miles from that town was destroyed by fire Sunday, cremating its only occupant, John Crews, a log scaler, held for a minor offense.	[544, 2059, 737, 2151]
market-commodity: OATS—Natural White	[1161, 1910, 1255, 1920]
market-row	[1161, 2094, 1361, 2106]
article-paragraph: Jerusalem, March 9.—Gen. Booth, of the Salvation Army, has arrived here. He intends to hold a series of meetings. The porte has directed the local authorities to prohibit Turkish subjects from attending these meetings.	[544, 2171, 737, 2263]
article-paragraph: Schistler had brooded over his troubles with the Fill family, who were immediate neighbors, and announced Sunday that he would even up matters. Taking a rifle of improved pattern, and buckling on a belt of smokeless cartridges, he started for the Fill home. Fill saw Schistler approaching and tried to avoid him by entering the house, but Schistler sent a bullet into his heart with the accuracy of a marksman and Fill fell dead. Mrs. Fill rushed to her husband's side and received a bullet from Schistler's rifle, fired with unerring aim. She, too, fell dead alongside the lifeless body of her husband. Not content with the fullness of his vengeance, Schistler then set fire to the Fill home, which was destroyed. A son of the Fills is missing and is believed to have perished in the flames.	[956, 781, 1148, 1087]
article-paragraph: Gen. Kuropatkin admits that 1,190 officers and 56,851 men are not responding to roll calls. This is rather vague. It may or may not include the thousands of wounded who have been sent north and again it may not include the losses suffered by the third army, with which the commander-in-chief was not in communication for some time. The figures given by the Japanese war office appear more reasonable, namely, 40,000 prisoners, 26,500 dead left on the field and 90,000 killed or wounded, the latter figure of course being a Japanese estimate.	[133, 1615, 326, 1827]
market-city: OMAHA.	[1240, 2403, 1282, 2413]
